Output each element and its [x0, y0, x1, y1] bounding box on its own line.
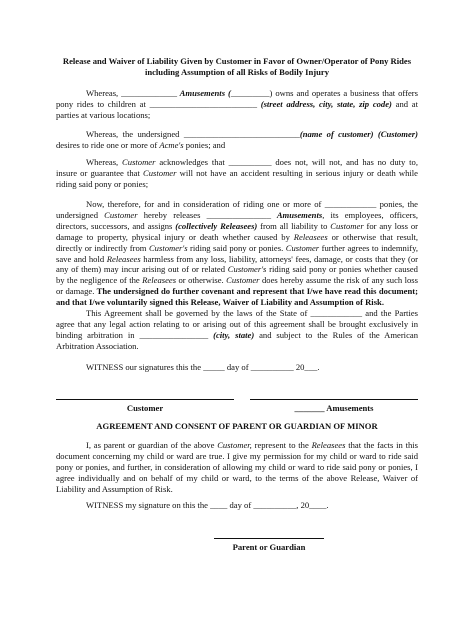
- p5-blank-state[interactable]: ____________: [310, 308, 363, 318]
- witness-blank-year[interactable]: ___: [304, 362, 318, 372]
- p4-releasees-3: Releasees: [142, 275, 177, 286]
- p1-text-a: Whereas,: [86, 88, 122, 98]
- paragraph-whereas-acknowledges: [56, 157, 418, 190]
- p1-blank-address[interactable]: _________________________: [149, 98, 257, 109]
- p4-text-b: ponies, the undersigned: [56, 199, 418, 220]
- p4-text-g: or otherwise that result, directly or indirectly from: [56, 231, 418, 253]
- minor-customer: Customer,: [217, 440, 252, 450]
- p4-text-h: riding said pony or ponies.: [187, 242, 286, 253]
- p4-blank-owner[interactable]: ____________: [324, 199, 377, 209]
- witness2-text-d: .: [326, 500, 329, 510]
- p4-customer-3: Customer's: [148, 242, 188, 253]
- p1-blank-abbrev[interactable]: _________: [230, 88, 270, 98]
- minor-consent-heading: AGREEMENT AND CONSENT OF PARENT OR GUARDIAN OF MINOR: [96, 421, 378, 431]
- p4-text-l: or otherwise.: [176, 275, 227, 286]
- witness-text-c: 20: [293, 362, 305, 372]
- p3-text-b: acknowledges that: [155, 157, 229, 167]
- p4-text-a: Now, therefore, for and in consideration of riding one or more of: [86, 199, 325, 209]
- p2-text-c: ponies; and: [183, 139, 226, 150]
- title-line-1: Release and Waiver of Liability Given by Customer in Favor of Owner/Operator of Pony Rides: [62, 56, 412, 66]
- witness-blank-month[interactable]: __________: [250, 362, 294, 372]
- p4-customer-6: Customer: [226, 275, 260, 286]
- p3-text-d: will not have an accident resulting in serious injury or death while riding said pony or ponies;: [56, 167, 418, 189]
- customer-signature-label: Customer: [126, 403, 164, 413]
- amusements-signature-line[interactable]: [250, 399, 418, 400]
- p1-address-label: (street address, city, state, zip code): [256, 98, 392, 109]
- p2-acme: Acme's: [159, 139, 184, 150]
- p4-amusements: Amusements: [271, 209, 323, 220]
- p1-blank-business[interactable]: _____________: [121, 88, 178, 98]
- parent-witness-line: [56, 500, 418, 511]
- p5-blank-city[interactable]: ________________: [139, 329, 209, 340]
- p5-text-a: This Agreement shall be governed by the laws of the State of: [86, 308, 311, 318]
- p2-blank-name[interactable]: ___________________________: [183, 129, 300, 139]
- p2-text-b: desires to ride one or more of: [56, 139, 160, 150]
- p4-text-i: further agrees to indemnify, save and hold: [56, 242, 418, 264]
- minor-text-b: represent to the: [251, 440, 312, 450]
- amusements-label: Amusements: [324, 403, 374, 413]
- witness2-text-a: WITNESS my signature on this the: [86, 500, 211, 510]
- minor-text-c: that the facts in this document concerning my child or ward are true. I give my permission for my child or ward to ride said pony or ponies, and further, in consideration of allowing my child or ward to ride said pony or ponies, I agree individually and on behalf of my child or ward, to the terms of the above Release, Waiver of Liability and Assumption of Risk.: [56, 440, 418, 494]
- p5-text-b: and the Parties agree that any legal action relating to or arising out of this agreement shall be brought exclusively in binding arbitration in: [56, 308, 418, 340]
- p4-bold-covenant: The undersigned do further covenant and represent that I/we have read this document; and that I/we voluntarily signed this Release, Waiver of Liability and Assumption of Risk.: [56, 286, 418, 308]
- minor-text-a: I, as parent or guardian of the above: [86, 440, 218, 450]
- p4-customer-5: Customer's: [227, 264, 267, 275]
- p4-text-d: , its employees, officers, directors, successors, and assigns: [56, 209, 418, 231]
- p4-customer-2: Customer: [330, 220, 364, 231]
- p3-blank[interactable]: __________: [228, 157, 272, 167]
- p5-city-label: (city, state): [208, 329, 255, 340]
- witness2-blank-day[interactable]: ____: [210, 500, 228, 510]
- witness2-text-b: day of: [227, 500, 254, 510]
- title-line-2: including Assumption of all Risks of Bodily Injury: [144, 66, 330, 77]
- paragraph-whereas-customer: [56, 129, 418, 151]
- parent-signature-label: Parent or Guardian: [232, 542, 306, 552]
- p4-customer-4: Customer: [285, 242, 320, 253]
- p2-name-label: (name of customer) (Customer): [299, 129, 418, 139]
- p4-blank-business[interactable]: _______________: [206, 209, 272, 220]
- p3-text-c: does not, will not, and has no duty to, insure or guarantee that: [56, 157, 418, 178]
- witness-text-a: WITNESS our signatures this the: [86, 362, 204, 372]
- paragraph-parent-consent: [56, 440, 418, 495]
- witness-line: [56, 362, 418, 373]
- paragraph-governing-law: [56, 308, 418, 352]
- p4-text-f: for any loss or damage to property, physical injury or death whether caused by: [56, 220, 418, 242]
- paragraph-release: [56, 199, 418, 308]
- p4-collectively: (collectively Releasees): [175, 220, 258, 231]
- p3-customer-2: Customer: [143, 167, 177, 178]
- witness2-blank-year[interactable]: ____: [309, 500, 327, 510]
- p1-text-c: and at parties at various locations;: [56, 98, 418, 120]
- p3-customer-1: Customer: [122, 157, 156, 167]
- paragraph-whereas-amusements: [56, 88, 418, 121]
- p4-customer-1: Customer: [104, 209, 138, 220]
- amusements-signature-label: [250, 403, 418, 413]
- amusements-blank[interactable]: _______: [294, 403, 325, 413]
- p4-releasees-2: Releasees: [106, 253, 141, 264]
- p4-text-e: from all liability to: [257, 220, 331, 231]
- p4-text-k: riding said pony or ponies whether caused by the negligence of the: [56, 264, 418, 286]
- customer-signature-line[interactable]: [56, 399, 234, 400]
- p1-text-b: ) owns and operates a business that offers pony rides to children at: [56, 88, 418, 109]
- p3-text-a: Whereas,: [86, 157, 123, 167]
- witness-blank-day[interactable]: _____: [203, 362, 225, 372]
- p4-text-c: hereby releases: [137, 209, 207, 220]
- witness2-blank-month[interactable]: __________: [253, 500, 297, 510]
- p5-text-c: and subject to the Rules of the American Arbitration Association.: [56, 329, 418, 351]
- p1-amusements: Amusements (: [177, 88, 231, 98]
- p4-text-j: harmless from any loss, liability, attorneys' fees, damage, or costs that they (or any of them) may incur arising out of or related: [56, 253, 418, 275]
- p2-text-a: Whereas, the undersigned: [86, 129, 184, 139]
- witness2-text-c: , 20: [296, 500, 310, 510]
- p4-text-m: does hereby assume the risk of any such loss or damage.: [56, 275, 418, 297]
- parent-signature-line[interactable]: [214, 538, 324, 539]
- minor-releasees: Releasees: [311, 440, 346, 450]
- witness-text-b: day of: [224, 362, 251, 372]
- witness-text-d: .: [317, 362, 320, 372]
- document-title: [40, 56, 434, 78]
- p4-releasees-1: Releasees: [293, 231, 328, 242]
